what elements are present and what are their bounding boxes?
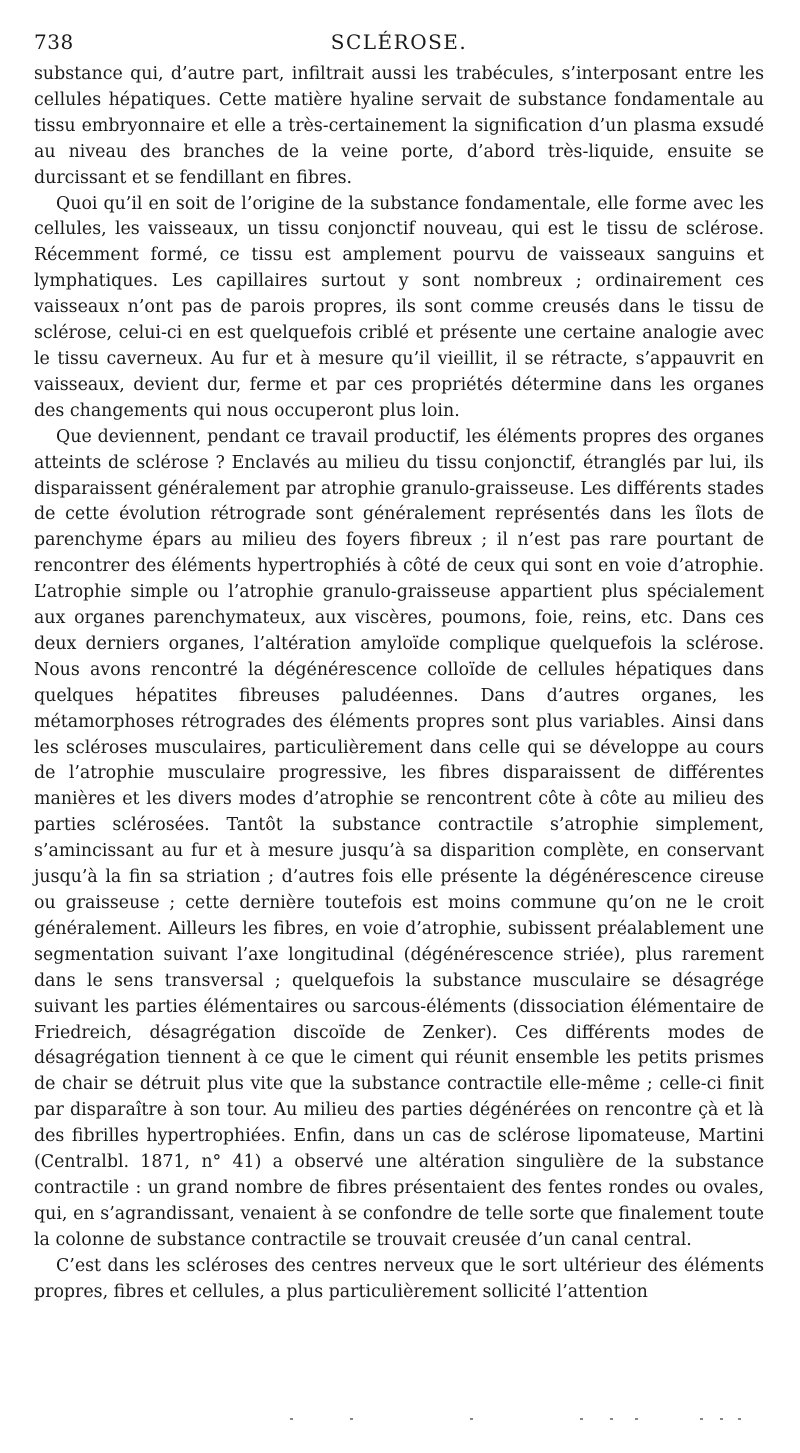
page-number: 738 [34,30,74,54]
scan-specks [280,1418,750,1424]
paragraph-3: Que deviennent, pendant ce travail productif, les éléments propres des organes atteints de sclérose ? Enclavés au milieu du tissu conjonctif, étranglés par lui, ils disparaissent généralement par atrophie granulo-graisseuse. Les différents stades de cette évolution rétrograde sont généralement représentés dans les îlots de parenchyme épars au milieu des foyers fibreux ; il n’est pas rare pourtant de rencontrer des éléments hypertrophiés à côté de ceux qui sont en voie d’atrophie. L’atrophie simple ou l’atrophie granulo-graisseuse appartient plus spécialement aux organes parenchymateux, aux viscères, poumons, foie, reins, etc. Dans ces deux derniers organes, l’altération amyloïde complique quelquefois la sclérose. Nous avons rencontré la dégénérescence colloïde de cellules hépatiques dans quelques hépatites fibreuses paludéennes. Dans d’autres organes, les métamorphoses rétrogrades des éléments propres sont plus variables. Ainsi dans les scléroses musculaires, particulièrement dans celle qui se développe au cours de l’atrophie musculaire progressive, les fibres disparaissent de différentes manières et les divers modes d’atrophie se rencontrent côte à côte au milieu des parties sclérosées. Tantôt la substance contractile s’atrophie simplement, s’amincissant au fur et à mesure jusqu’à sa disparition complète, en conservant jusqu’à la fin sa striation ; d’autres fois elle présente la dégénérescence cireuse ou graisseuse ; cette dernière toutefois est moins commune qu’on ne le croit généralement. Ailleurs les fibres, en voie d’atrophie, subissent préalablement une segmentation suivant l’axe longitudinal (dégénérescence striée), plus rarement dans le sens transversal ; quelquefois la substance musculaire se désagrége suivant les parties élémentaires ou sarcous-éléments (dissociation élémentaire de Friedreich, désagrégation discoïde de Zenker). Ces différents modes de désagrégation tiennent à ce que le ciment qui réunit ensemble les petits prismes de chair se détruit plus vite que la substance contractile elle-même ; celle-ci finit par disparaître à son tour. Au milieu des parties dégénérées on rencontre çà et là des fibrilles hypertrophiées. Enfin, dans un cas de sclérose lipomateuse, Martini (Centralbl. 1871, n° 41) a observé une altération singulière de la substance contractile : un grand nombre de fibres présentaient des fentes rondes ou ovales, qui, en s’agrandissant, venaient à se confondre de telle sorte que finalement toute la colonne de substance contractile se trouvait creusée d’un canal central. [34,426,764,1250]
running-title: SCLÉROSE. [330,30,468,54]
paragraph-2: Quoi qu’il en soit de l’origine de la substance fondamentale, elle forme avec les cellules, les vaisseaux, un tissu conjonctif nouveau, qui est le tissu de sclérose. Récemment formé, ce tissu est amplement pourvu de vaisseaux sanguins et lymphatiques. Les capillaires surtout y sont nombreux ; ordinairement ces vaisseaux n’ont pas de parois propres, ils sont comme creusés dans le tissu de sclérose, celui-ci en est quelquefois criblé et présente une certaine analogie avec le tissu caverneux. Au fur et à mesure qu’il vieillit, il se rétracte, s’appauvrit en vaisseaux, devient dur, ferme et par ces propriétés détermine dans les organes des changements qui nous occuperont plus loin. [34,193,764,421]
paragraph-4: C’est dans les scléroses des centres nerveux que le sort ultérieur des éléments propres, fibres et cellules, a plus particulièrement sollicité l’attention [34,1255,764,1302]
running-head [34,30,764,58]
paragraph-1: substance qui, d’autre part, infiltrait aussi les trabécules, s’interposant entre les cellules hépatiques. Cette matière hyaline servait de substance fondamentale au tissu embryonnaire et elle a très-certainement la signification d’un plasma exsudé au niveau des branches de la veine porte, d’abord très-liquide, ensuite se durcissant et se fendillant en fibres. [34,64,764,188]
body-text [34,62,764,1306]
